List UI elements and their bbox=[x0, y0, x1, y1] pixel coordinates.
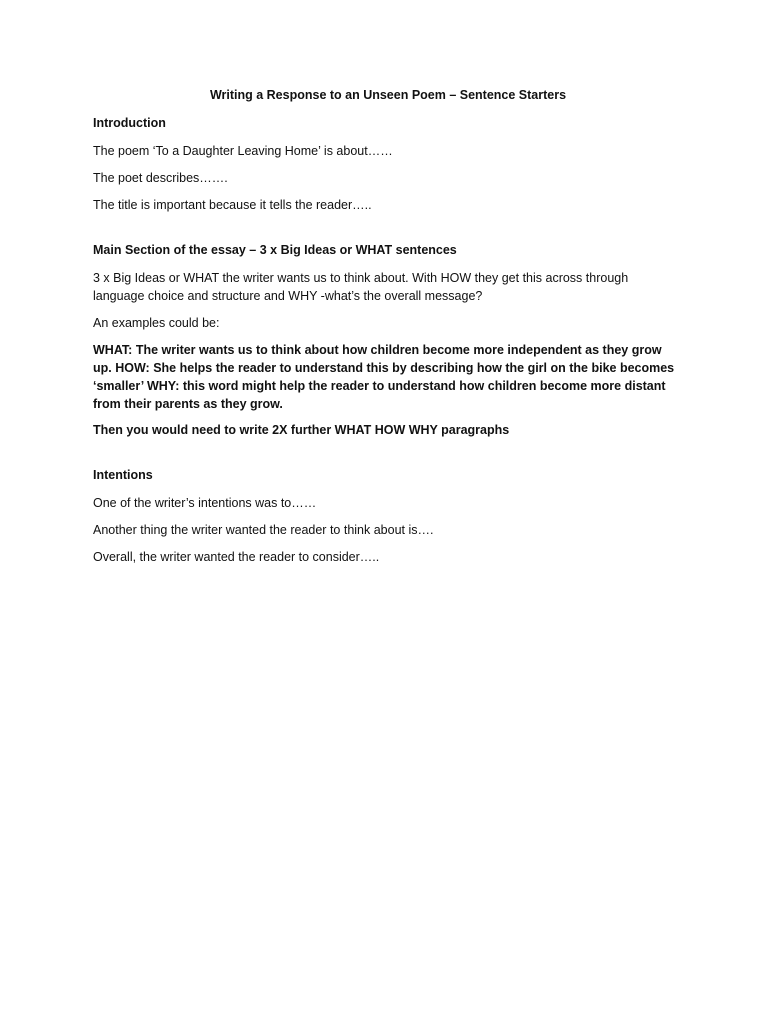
intentions-heading: Intentions bbox=[93, 468, 153, 482]
how-text: She helps the reader to understand this by describing how the girl on the bike becomes ‘smaller’ bbox=[93, 361, 675, 393]
intro-sentence-starter: The poet describes……. bbox=[93, 171, 228, 185]
why-text: this word might help the reader to understand how children become more distant from their parents as they grow. bbox=[93, 379, 666, 411]
what-text: The writer wants us to think about how children become more independent as they grow up. bbox=[93, 343, 662, 375]
main-section-heading: Main Section of the essay – 3 x Big Ideas or WHAT sentences bbox=[93, 243, 457, 257]
example-text bbox=[93, 341, 683, 413]
document-body bbox=[93, 86, 683, 575]
examples-intro: An examples could be: bbox=[93, 316, 220, 330]
intro-sentence-starter: The poem ‘To a Daughter Leaving Home’ is about…… bbox=[93, 144, 393, 158]
intro-sentence-starter: The title is important because it tells the reader….. bbox=[93, 198, 372, 212]
main-section-description: 3 x Big Ideas or WHAT the writer wants us to think about. With HOW they get this across through language choice and structure and WHY -what’s the overall message? bbox=[93, 271, 629, 303]
what-label: WHAT: bbox=[93, 343, 133, 357]
main-section-closing: Then you would need to write 2X further WHAT HOW WHY paragraphs bbox=[93, 423, 510, 437]
example-paragraph bbox=[93, 341, 683, 413]
document-title: Writing a Response to an Unseen Poem – Sentence Starters bbox=[209, 88, 567, 102]
introduction-heading: Introduction bbox=[93, 116, 166, 130]
section-spacer bbox=[93, 223, 683, 241]
how-label: HOW: bbox=[115, 361, 150, 375]
intentions-sentence-starter: One of the writer’s intentions was to…… bbox=[93, 496, 317, 510]
section-spacer bbox=[93, 448, 683, 466]
intentions-sentence-starter: Another thing the writer wanted the reader to think about is…. bbox=[93, 523, 434, 537]
why-label: WHY: bbox=[146, 379, 180, 393]
intentions-sentence-starter: Overall, the writer wanted the reader to consider….. bbox=[93, 550, 380, 564]
